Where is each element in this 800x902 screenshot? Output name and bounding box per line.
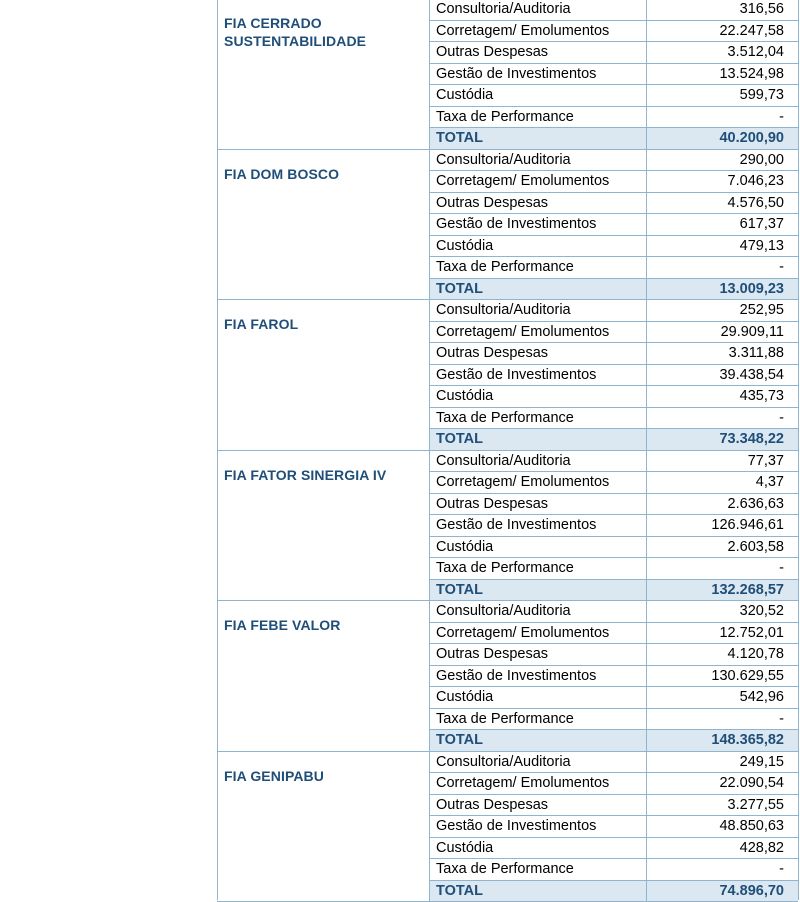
expense-row [430, 838, 798, 860]
expense-value: 132.268,57 [711, 582, 784, 599]
expense-row [430, 42, 798, 64]
value-cell [646, 171, 798, 192]
expense-label: Consultoria/Auditoria [436, 453, 571, 470]
expense-row [430, 859, 798, 881]
expense-label: Gestão de Investimentos [436, 668, 596, 685]
expense-row [430, 257, 798, 279]
expense-row [430, 21, 798, 43]
value-cell [646, 107, 798, 128]
value-cell [646, 42, 798, 63]
expense-row [430, 472, 798, 494]
value-cell [646, 64, 798, 85]
expense-row [430, 795, 798, 817]
value-cell [646, 687, 798, 708]
expense-value: 3.512,04 [728, 44, 784, 61]
fund-name-cell [217, 752, 430, 902]
expense-value: 3.311,88 [729, 345, 784, 362]
expense-value: 4.576,50 [728, 195, 784, 212]
expense-row [430, 0, 798, 21]
fund-block [217, 0, 799, 150]
value-cell [646, 85, 798, 106]
expense-value: - [779, 861, 784, 878]
fund-block [217, 150, 799, 301]
expense-row [430, 752, 798, 774]
expense-row [430, 322, 798, 344]
expense-label: Consultoria/Auditoria [436, 152, 571, 169]
expense-label: Corretagem/ Emolumentos [436, 625, 609, 642]
expense-label: Outras Despesas [436, 496, 548, 513]
expense-value: 479,13 [740, 238, 784, 255]
expense-label: Corretagem/ Emolumentos [436, 173, 609, 190]
expense-label: Outras Despesas [436, 195, 548, 212]
expense-row [430, 666, 798, 688]
expense-label: TOTAL [436, 431, 483, 448]
value-cell [646, 601, 798, 622]
expense-value: - [779, 560, 784, 577]
expense-label: TOTAL [436, 281, 483, 298]
expense-label: Custódia [436, 87, 493, 104]
expense-label: Gestão de Investimentos [436, 818, 596, 835]
value-cell [646, 730, 798, 751]
value-cell [646, 236, 798, 257]
expense-row [430, 623, 798, 645]
fund-block [217, 451, 799, 602]
expense-row [430, 236, 798, 258]
expense-label: TOTAL [436, 732, 483, 749]
total-row [430, 881, 798, 902]
expense-label: Custódia [436, 238, 493, 255]
expense-row [430, 537, 798, 559]
expense-label: Consultoria/Auditoria [436, 302, 571, 319]
expense-label: Outras Despesas [436, 345, 548, 362]
expense-value: 7.046,23 [728, 173, 784, 190]
value-cell [646, 859, 798, 880]
value-cell [646, 193, 798, 214]
value-cell [646, 515, 798, 536]
expense-label: Gestão de Investimentos [436, 517, 596, 534]
expense-value: 13.009,23 [719, 281, 784, 298]
value-cell [646, 623, 798, 644]
value-cell [646, 322, 798, 343]
expense-label: Outras Despesas [436, 646, 548, 663]
expense-value: - [779, 410, 784, 427]
expense-label: Custódia [436, 840, 493, 857]
expense-value: 29.909,11 [721, 324, 784, 341]
value-cell [646, 279, 798, 300]
expense-row [430, 709, 798, 731]
expense-value: 77,37 [748, 453, 784, 470]
expense-value: 130.629,55 [711, 668, 784, 685]
fund-name: FIA CERRADO [224, 14, 322, 32]
expense-row [430, 515, 798, 537]
expense-label: Outras Despesas [436, 44, 548, 61]
expense-label: TOTAL [436, 130, 483, 147]
expense-value: - [779, 109, 784, 126]
expense-row [430, 773, 798, 795]
expense-value: 2.636,63 [728, 496, 784, 513]
fund-name-cell [217, 601, 430, 752]
value-cell [646, 257, 798, 278]
expense-row [430, 451, 798, 473]
expense-value: 2.603,58 [728, 539, 784, 556]
value-cell [646, 881, 798, 902]
value-cell [646, 644, 798, 665]
value-cell [646, 472, 798, 493]
expense-label: Corretagem/ Emolumentos [436, 23, 609, 40]
expense-row [430, 107, 798, 129]
expense-label: TOTAL [436, 582, 483, 599]
value-cell [646, 214, 798, 235]
total-row [430, 730, 798, 752]
expense-row [430, 644, 798, 666]
expense-value: 435,73 [740, 388, 784, 405]
expense-label: Consultoria/Auditoria [436, 603, 571, 620]
expense-label: Outras Despesas [436, 797, 548, 814]
expense-value: 148.365,82 [711, 732, 784, 749]
expense-label: Gestão de Investimentos [436, 367, 596, 384]
value-cell [646, 709, 798, 730]
expense-row [430, 601, 798, 623]
expense-value: 428,82 [740, 840, 784, 857]
expense-row [430, 171, 798, 193]
expense-label: Custódia [436, 539, 493, 556]
expense-row [430, 408, 798, 430]
fund-name: FIA DOM BOSCO [224, 165, 339, 183]
value-cell [646, 150, 798, 171]
expense-value: 252,95 [740, 302, 784, 319]
value-cell [646, 537, 798, 558]
value-cell [646, 128, 798, 149]
value-cell [646, 752, 798, 773]
value-cell [646, 429, 798, 450]
expense-row [430, 85, 798, 107]
fund-name-cell [217, 150, 430, 301]
value-cell [646, 795, 798, 816]
fund-name: FIA FAROL [224, 315, 298, 333]
expense-value: 4,37 [756, 474, 784, 491]
fund-name: FIA FEBE VALOR [224, 616, 341, 634]
fund-block [217, 300, 799, 451]
expense-label: Custódia [436, 388, 493, 405]
value-cell [646, 666, 798, 687]
expense-value: 22.247,58 [719, 23, 784, 40]
expense-value: 320,52 [740, 603, 784, 620]
fund-name-cell [217, 451, 430, 602]
total-row [430, 279, 798, 301]
fund-name-cell [217, 0, 430, 150]
expense-value: 3.277,55 [728, 797, 784, 814]
expense-label: Consultoria/Auditoria [436, 754, 571, 771]
fund-block [217, 601, 799, 752]
total-row [430, 128, 798, 150]
fund-block [217, 752, 799, 902]
value-cell [646, 558, 798, 579]
value-cell [646, 0, 798, 20]
expense-row [430, 193, 798, 215]
expense-label: Taxa de Performance [436, 711, 574, 728]
value-cell [646, 838, 798, 859]
expense-value: 542,96 [740, 689, 784, 706]
value-cell [646, 386, 798, 407]
expense-value: 12.752,01 [719, 625, 784, 642]
expense-row [430, 494, 798, 516]
expense-value: 599,73 [740, 87, 784, 104]
expense-value: 22.090,54 [719, 775, 784, 792]
expense-label: Taxa de Performance [436, 560, 574, 577]
value-cell [646, 773, 798, 794]
expense-label: Corretagem/ Emolumentos [436, 474, 609, 491]
expense-label: Taxa de Performance [436, 861, 574, 878]
expense-value: 290,00 [740, 152, 784, 169]
expense-label: Corretagem/ Emolumentos [436, 324, 609, 341]
expense-label: Custódia [436, 689, 493, 706]
value-cell [646, 408, 798, 429]
value-cell [646, 494, 798, 515]
expense-value: 617,37 [740, 216, 784, 233]
total-row [430, 429, 798, 451]
expense-value: 4.120,78 [728, 646, 784, 663]
expense-row [430, 300, 798, 322]
fund-name: FIA FATOR SINERGIA IV [224, 466, 386, 484]
expense-label: Gestão de Investimentos [436, 216, 596, 233]
expense-row [430, 558, 798, 580]
expense-value: 74.896,70 [719, 883, 784, 900]
value-cell [646, 365, 798, 386]
fund-name: SUSTENTABILIDADE [224, 32, 366, 50]
total-row [430, 580, 798, 602]
fund-name-cell [217, 300, 430, 451]
value-cell [646, 21, 798, 42]
expense-row [430, 386, 798, 408]
expense-value: - [779, 259, 784, 276]
expense-row [430, 64, 798, 86]
value-cell [646, 300, 798, 321]
expense-row [430, 365, 798, 387]
expense-value: 40.200,90 [719, 130, 784, 147]
expense-value: 316,56 [740, 1, 784, 18]
expense-label: Taxa de Performance [436, 109, 574, 126]
expense-value: 13.524,98 [719, 66, 784, 83]
expense-row [430, 343, 798, 365]
expense-row [430, 214, 798, 236]
expense-value: 126.946,61 [711, 517, 784, 534]
expense-label: TOTAL [436, 883, 483, 900]
value-cell [646, 451, 798, 472]
expense-label: Taxa de Performance [436, 410, 574, 427]
expense-label: Taxa de Performance [436, 259, 574, 276]
expense-value: 48.850,63 [719, 818, 784, 835]
expense-value: 39.438,54 [719, 367, 784, 384]
expense-row [430, 150, 798, 172]
expense-row [430, 816, 798, 838]
value-cell [646, 816, 798, 837]
expense-value: 249,15 [740, 754, 784, 771]
expense-label: Corretagem/ Emolumentos [436, 775, 609, 792]
value-cell [646, 580, 798, 601]
expense-value: 73.348,22 [719, 431, 784, 448]
value-cell [646, 343, 798, 364]
expense-label: Consultoria/Auditoria [436, 1, 571, 18]
expense-row [430, 687, 798, 709]
expense-label: Gestão de Investimentos [436, 66, 596, 83]
expense-value: - [779, 711, 784, 728]
fund-name: FIA GENIPABU [224, 767, 324, 785]
